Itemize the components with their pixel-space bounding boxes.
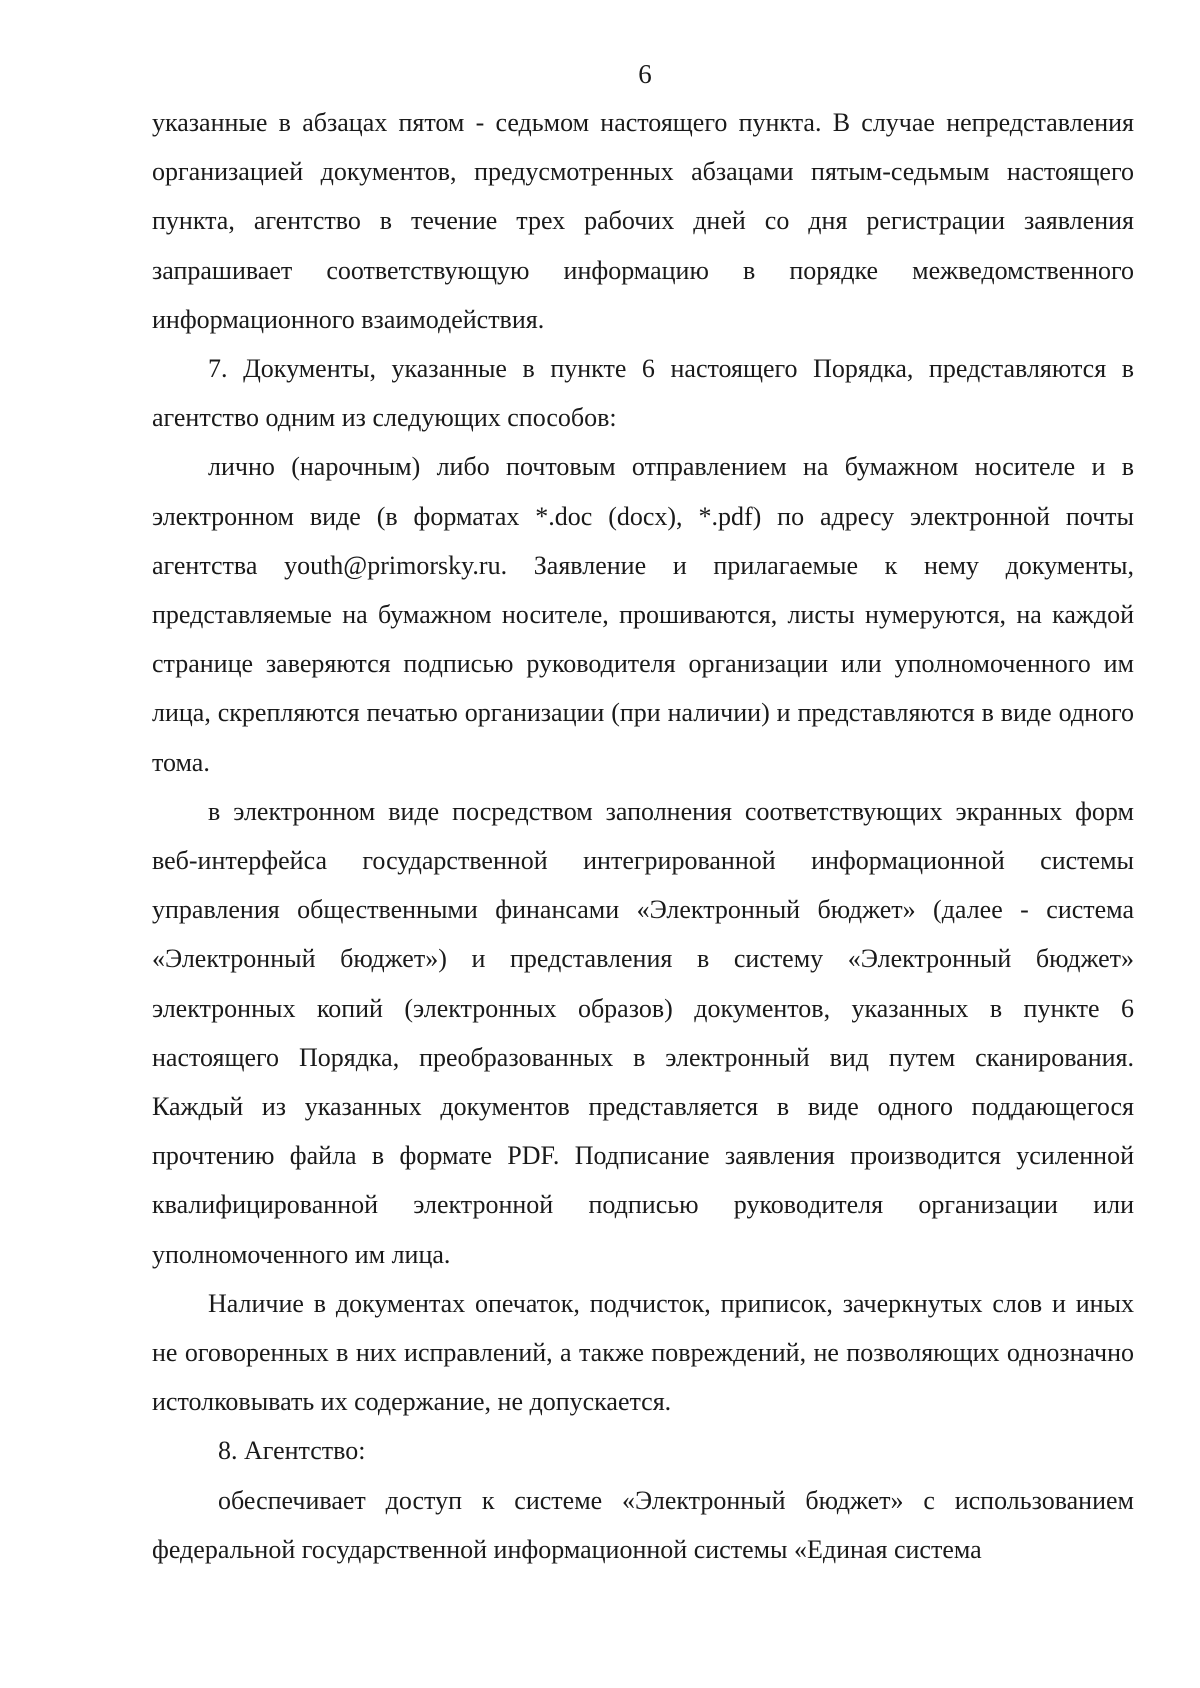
paragraph-corrections-not-allowed: Наличие в документах опечаток, подчисток, приписок, зачеркнутых слов и иных не оговоренных в них исправлений, а также повреждений, не позволяющих однозначно истолковывать их содержание, не допускается.: [152, 1288, 1134, 1417]
paragraph-agency-access: обеспечивает доступ к системе «Электронный бюджет» с использованием федеральной государственной информационной системы «Единая система: [152, 1485, 1134, 1564]
paragraph-submission-electronic: в электронном виде посредством заполнения соответствующих экранных форм веб-интерфейса государственной интегрированной информационной системы управления общественными финансами «Электронный бюджет» (далее - система «Электронный бюджет») и представления в систему «Электронный бюджет» электронных копий (электронных образов) документов, указанных в пункте 6 настоящего Порядка, преобразованных в электронный вид путем сканирования. Каждый из указанных документов представляется в виде одного поддающегося прочтению файла в формате PDF. Подписание заявления производится усиленной квалифицированной электронной подписью руководителя организации или уполномоченного им лица.: [152, 796, 1134, 1269]
page-number: 6: [638, 59, 652, 89]
document-body: [152, 98, 1134, 1574]
paragraph-continuation: указанные в абзацах пятом - седьмом настоящего пункта. В случае непредставления организацией документов, предусмотренных абзацами пятым-седьмым настоящего пункта, агентство в течение трех рабочих дней со дня регистрации заявления запрашивает соответствующую информацию в порядке межведомственного информационного взаимодействия.: [152, 108, 1134, 334]
paragraph-item-8-heading: 8. Агентство:: [218, 1436, 366, 1466]
paragraph-item-7: 7. Документы, указанные в пункте 6 настоящего Порядка, представляются в агентство одним из следующих способов:: [152, 354, 1134, 433]
paragraph-submission-paper: лично (нарочным) либо почтовым отправлением на бумажном носителе и в электронном виде (в форматах *.doc (docx), *.pdf) по адресу электронной почты агентства youth@primorsky.ru. Заявление и прилагаемые к нему документы, представляемые на бумажном носителе, прошиваются, листы нумеруются, на каждой странице заверяются подписью руководителя организации или уполномоченного им лица, скрепляются печатью организации (при наличии) и представляются в виде одного тома.: [152, 452, 1134, 777]
